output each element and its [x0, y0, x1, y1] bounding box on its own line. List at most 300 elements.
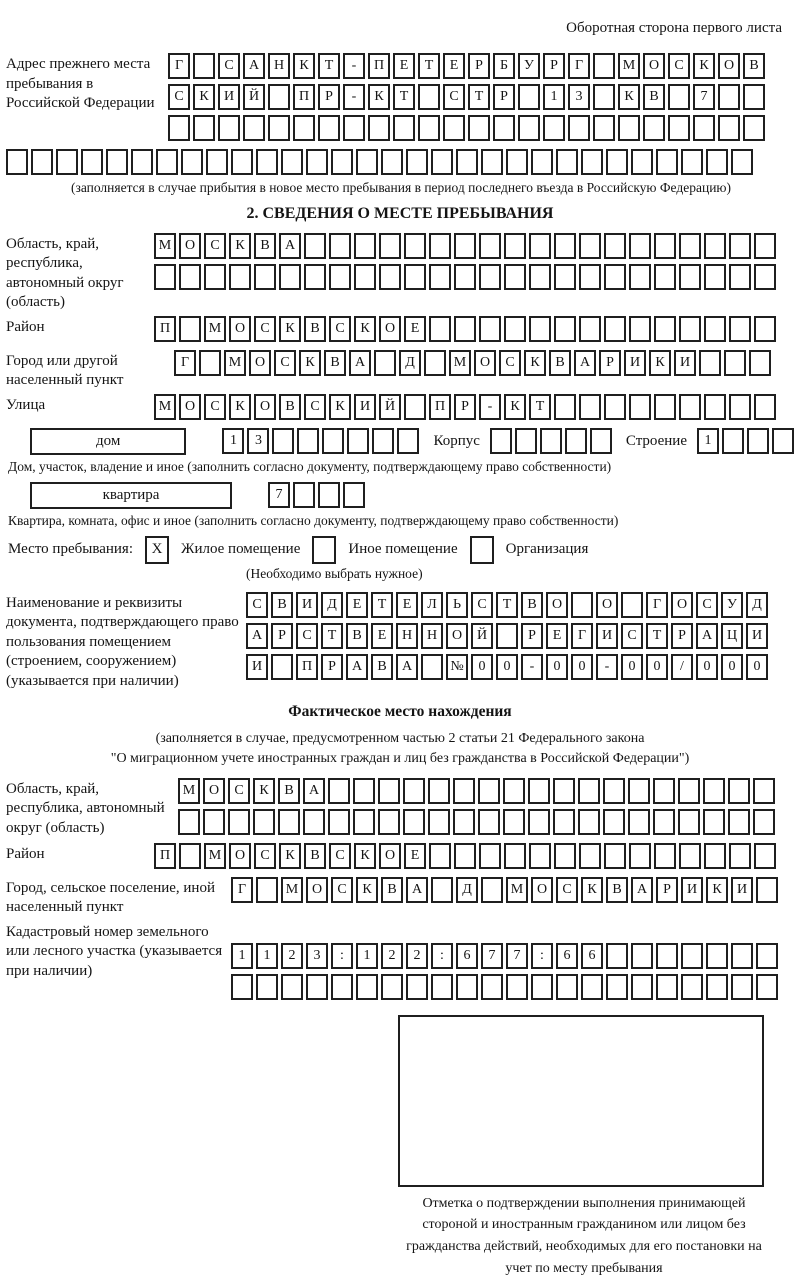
char-cell: [106, 149, 128, 175]
char-cell: О: [179, 233, 201, 259]
char-cell: [729, 843, 751, 869]
char-cell: [254, 264, 276, 290]
checkbox-zhiloe: X: [145, 536, 169, 564]
char-cell: [318, 115, 340, 141]
char-cell: А: [631, 877, 653, 903]
char-cell: [606, 974, 628, 1000]
fact-title: Фактическое место нахождения: [288, 703, 512, 721]
char-cell: [629, 316, 651, 342]
char-cell: К: [229, 233, 251, 259]
char-cell: [571, 592, 593, 618]
char-cell: [731, 149, 753, 175]
char-cell: [653, 809, 675, 835]
char-cell: [543, 115, 565, 141]
char-cell: К: [253, 778, 275, 804]
char-cell: [279, 264, 301, 290]
char-cell: [281, 974, 303, 1000]
char-row-s2-oblast-1: [154, 233, 776, 259]
char-cell: [729, 394, 751, 420]
char-cell: А: [396, 654, 418, 680]
char-cell: [593, 53, 615, 79]
char-cell: К: [354, 843, 376, 869]
char-cell: [331, 974, 353, 1000]
char-cell: Е: [371, 623, 393, 649]
char-cell: [424, 350, 446, 376]
char-cell: М: [224, 350, 246, 376]
char-cell: [568, 115, 590, 141]
char-cell: С: [168, 84, 190, 110]
char-cell: :: [531, 943, 553, 969]
char-cell: [506, 149, 528, 175]
char-cell: [743, 84, 765, 110]
char-cell: [306, 974, 328, 1000]
char-cell: [256, 877, 278, 903]
char-cell: [372, 428, 394, 454]
char-cell: [722, 428, 744, 454]
char-cell: [579, 233, 601, 259]
stamp-area: [398, 1015, 770, 1279]
char-cell: А: [246, 623, 268, 649]
char-cell: 0: [546, 654, 568, 680]
char-cell: [678, 809, 700, 835]
char-cell: Ц: [721, 623, 743, 649]
char-cell: П: [293, 84, 315, 110]
char-cell: [374, 350, 396, 376]
char-cell: 2: [406, 943, 428, 969]
char-cell: [656, 943, 678, 969]
char-cell: [706, 974, 728, 1000]
char-cell: [681, 149, 703, 175]
kvartira-caption: Квартира, комната, офис и иное (заполнить согласно документу, подтверждающему право собственности): [8, 512, 619, 528]
char-cell: [603, 778, 625, 804]
kvartira-row: [30, 482, 794, 509]
char-cell: [328, 778, 350, 804]
char-cell: О: [596, 592, 618, 618]
char-cell: [193, 53, 215, 79]
char-cell: [204, 264, 226, 290]
char-cell: [328, 809, 350, 835]
char-cell: [479, 233, 501, 259]
char-cell: [754, 233, 776, 259]
char-row-kadastr-2: [231, 974, 778, 1000]
fact-gorod-label: Город, сельское поселение, иной населенный пункт: [6, 879, 215, 916]
char-cell: [203, 809, 225, 835]
char-cell: [581, 974, 603, 1000]
fact-raion-block: [6, 843, 794, 874]
char-cell: [579, 264, 601, 290]
char-row-prev-3: [168, 115, 765, 141]
char-cell: 0: [721, 654, 743, 680]
char-cell: [606, 149, 628, 175]
char-cell: О: [474, 350, 496, 376]
document-block: [6, 592, 794, 692]
char-cell: 0: [571, 654, 593, 680]
char-cell: М: [506, 877, 528, 903]
char-cell: [528, 809, 550, 835]
char-cell: 7: [693, 84, 715, 110]
char-cell: [481, 149, 503, 175]
char-cell: [431, 149, 453, 175]
char-cell: Т: [371, 592, 393, 618]
char-cell: [554, 264, 576, 290]
char-cell: М: [204, 843, 226, 869]
option-inoe-label: Иное помещение: [348, 541, 458, 558]
char-cell: -: [479, 394, 501, 420]
char-row-prev-2: [168, 84, 765, 110]
char-cell: [531, 974, 553, 1000]
char-cell: [593, 115, 615, 141]
char-cell: К: [618, 84, 640, 110]
char-cell: [453, 809, 475, 835]
char-cell: В: [271, 592, 293, 618]
char-cell: [728, 809, 750, 835]
char-row-fact-oblast-1: [178, 778, 775, 804]
char-cell: [518, 115, 540, 141]
char-cell: [378, 809, 400, 835]
char-cell: [729, 233, 751, 259]
char-cell: [418, 84, 440, 110]
char-cell: [431, 877, 453, 903]
char-cell: [631, 974, 653, 1000]
char-row-fact-oblast-2: [178, 809, 775, 835]
char-cell: [381, 149, 403, 175]
char-cell: [304, 233, 326, 259]
char-cell: [656, 149, 678, 175]
char-cell: О: [379, 843, 401, 869]
char-cell: [329, 264, 351, 290]
char-cell: [379, 264, 401, 290]
char-cell: [243, 115, 265, 141]
char-cell: [504, 843, 526, 869]
char-cell: [456, 974, 478, 1000]
char-cell: [629, 843, 651, 869]
char-cell: [506, 974, 528, 1000]
char-cell: [318, 482, 340, 508]
char-cell: В: [346, 623, 368, 649]
char-cell: В: [254, 233, 276, 259]
char-cell: [81, 149, 103, 175]
char-cell: [631, 149, 653, 175]
char-cell: Н: [268, 53, 290, 79]
char-cell: [756, 974, 778, 1000]
char-row-dom: [222, 428, 419, 454]
char-cell: 6: [581, 943, 603, 969]
char-cell: [256, 149, 278, 175]
char-cell: Й: [379, 394, 401, 420]
char-cell: [628, 778, 650, 804]
char-cell: Е: [396, 592, 418, 618]
char-cell: [493, 115, 515, 141]
char-cell: С: [204, 394, 226, 420]
char-cell: Р: [454, 394, 476, 420]
char-cell: [643, 115, 665, 141]
char-cell: К: [329, 394, 351, 420]
char-cell: [679, 394, 701, 420]
char-cell: [503, 778, 525, 804]
stamp-box: [398, 1015, 764, 1187]
fact-kadastr-block: [6, 921, 794, 1005]
fact-raion-label: Район: [6, 845, 45, 862]
char-cell: Р: [321, 654, 343, 680]
korpus-label: Корпус: [433, 432, 480, 449]
char-cell: [743, 115, 765, 141]
char-cell: Л: [421, 592, 443, 618]
char-cell: Г: [568, 53, 590, 79]
char-cell: [579, 316, 601, 342]
char-cell: О: [531, 877, 553, 903]
s2-raion-label: Район: [6, 318, 45, 335]
char-cell: [603, 809, 625, 835]
char-cell: В: [371, 654, 393, 680]
char-cell: [578, 809, 600, 835]
char-cell: 3: [306, 943, 328, 969]
char-cell: [393, 115, 415, 141]
char-cell: [529, 843, 551, 869]
char-cell: [354, 233, 376, 259]
section2-title: 2. СВЕДЕНИЯ О МЕСТЕ ПРЕБЫВАНИЯ: [246, 204, 554, 222]
char-cell: В: [521, 592, 543, 618]
char-cell: В: [304, 316, 326, 342]
char-cell: А: [406, 877, 428, 903]
char-cell: [704, 843, 726, 869]
char-cell: [353, 778, 375, 804]
char-cell: -: [596, 654, 618, 680]
char-cell: И: [624, 350, 646, 376]
char-cell: Г: [231, 877, 253, 903]
char-row-prev-1: [168, 53, 765, 79]
char-cell: К: [368, 84, 390, 110]
char-cell: Е: [443, 53, 465, 79]
char-cell: [606, 943, 628, 969]
fact-subtitle-line2: "О миграционном учете иностранных граждан и лиц без гражданства в Российской Федерации"): [110, 751, 690, 767]
char-cell: В: [743, 53, 765, 79]
s2-raion-block: [6, 316, 794, 347]
char-cell: Е: [404, 316, 426, 342]
char-cell: [531, 149, 553, 175]
char-cell: [699, 350, 721, 376]
char-cell: Р: [521, 623, 543, 649]
char-cell: И: [674, 350, 696, 376]
checkbox-inoe: [312, 536, 336, 564]
char-cell: [429, 264, 451, 290]
char-cell: [228, 809, 250, 835]
char-cell: 1: [222, 428, 244, 454]
char-cell: С: [329, 843, 351, 869]
char-cell: [528, 778, 550, 804]
char-cell: О: [546, 592, 568, 618]
char-cell: О: [203, 778, 225, 804]
char-cell: [428, 809, 450, 835]
char-cell: Р: [599, 350, 621, 376]
char-cell: [356, 149, 378, 175]
char-cell: :: [431, 943, 453, 969]
char-cell: К: [279, 316, 301, 342]
char-cell: В: [643, 84, 665, 110]
char-cell: Т: [318, 53, 340, 79]
char-cell: [668, 84, 690, 110]
char-cell: [504, 233, 526, 259]
char-row-s2-oblast-2: [154, 264, 776, 290]
char-cell: [304, 264, 326, 290]
char-cell: [293, 482, 315, 508]
option-organizatsiya-label: Организация: [505, 541, 589, 558]
char-cell: К: [649, 350, 671, 376]
char-cell: [347, 428, 369, 454]
prev-address-block: [6, 53, 794, 146]
header-note: Оборотная сторона первого листа: [566, 20, 782, 36]
char-cell: [297, 428, 319, 454]
char-cell: [731, 974, 753, 1000]
char-cell: [453, 778, 475, 804]
char-cell: С: [254, 843, 276, 869]
char-cell: В: [278, 778, 300, 804]
char-cell: П: [154, 316, 176, 342]
mesto-note: (Необходимо выбрать нужное): [246, 565, 423, 581]
char-cell: [703, 778, 725, 804]
char-cell: [268, 115, 290, 141]
char-cell: О: [718, 53, 740, 79]
char-cell: [503, 809, 525, 835]
char-cell: [681, 943, 703, 969]
option-zhiloe-label: Жилое помещение: [181, 541, 301, 558]
char-cell: М: [618, 53, 640, 79]
char-cell: [604, 843, 626, 869]
char-cell: [306, 149, 328, 175]
char-cell: И: [681, 877, 703, 903]
char-cell: 0: [696, 654, 718, 680]
char-cell: [629, 394, 651, 420]
char-cell: [468, 115, 490, 141]
char-cell: 0: [496, 654, 518, 680]
s2-oblast-block: [6, 233, 794, 313]
char-cell: С: [329, 316, 351, 342]
char-cell: 7: [481, 943, 503, 969]
char-cell: К: [229, 394, 251, 420]
char-cell: [181, 149, 203, 175]
char-cell: [681, 974, 703, 1000]
char-cell: М: [178, 778, 200, 804]
char-cell: С: [668, 53, 690, 79]
char-row-doc-3: [246, 654, 768, 680]
char-cell: [703, 809, 725, 835]
char-cell: [353, 809, 375, 835]
char-cell: А: [279, 233, 301, 259]
char-row-kvartira: [268, 482, 365, 508]
char-cell: [579, 394, 601, 420]
char-cell: Р: [493, 84, 515, 110]
char-cell: [554, 843, 576, 869]
char-cell: [772, 428, 794, 454]
char-cell: [553, 778, 575, 804]
char-cell: [199, 350, 221, 376]
char-cell: [31, 149, 53, 175]
char-cell: П: [368, 53, 390, 79]
char-cell: [193, 115, 215, 141]
char-cell: [168, 115, 190, 141]
char-cell: А: [243, 53, 265, 79]
char-cell: [718, 84, 740, 110]
char-cell: С: [304, 394, 326, 420]
char-row-s2-gorod: [174, 350, 771, 376]
char-cell: О: [643, 53, 665, 79]
char-cell: [553, 809, 575, 835]
char-cell: Р: [318, 84, 340, 110]
char-cell: А: [574, 350, 596, 376]
char-cell: [753, 809, 775, 835]
char-cell: [404, 233, 426, 259]
char-cell: [331, 149, 353, 175]
char-cell: [478, 778, 500, 804]
char-cell: О: [446, 623, 468, 649]
char-cell: К: [693, 53, 715, 79]
char-cell: Т: [496, 592, 518, 618]
char-cell: [629, 233, 651, 259]
fact-oblast-block: [6, 778, 794, 840]
char-cell: [218, 115, 240, 141]
char-cell: М: [449, 350, 471, 376]
char-cell: [231, 149, 253, 175]
char-cell: П: [154, 843, 176, 869]
char-cell: [654, 233, 676, 259]
char-cell: Д: [746, 592, 768, 618]
char-cell: Д: [321, 592, 343, 618]
char-cell: 6: [556, 943, 578, 969]
char-cell: М: [281, 877, 303, 903]
char-cell: [718, 115, 740, 141]
char-cell: [554, 233, 576, 259]
char-cell: [724, 350, 746, 376]
char-cell: [704, 316, 726, 342]
char-cell: К: [524, 350, 546, 376]
char-cell: [479, 316, 501, 342]
prev-address-label: Адрес прежнего места пребывания в Российской Федерации: [6, 56, 155, 111]
char-cell: [6, 149, 28, 175]
char-cell: М: [204, 316, 226, 342]
char-cell: М: [154, 394, 176, 420]
char-cell: [590, 428, 612, 454]
char-cell: [668, 115, 690, 141]
char-cell: [578, 778, 600, 804]
char-cell: О: [379, 316, 401, 342]
char-cell: Й: [471, 623, 493, 649]
char-cell: [704, 233, 726, 259]
char-cell: Т: [529, 394, 551, 420]
char-cell: Г: [168, 53, 190, 79]
char-cell: Д: [456, 877, 478, 903]
char-cell: [403, 778, 425, 804]
char-cell: -: [343, 84, 365, 110]
fact-subtitle: [6, 729, 794, 770]
char-cell: В: [381, 877, 403, 903]
char-cell: С: [228, 778, 250, 804]
char-cell: [604, 233, 626, 259]
char-cell: С: [274, 350, 296, 376]
char-cell: [431, 974, 453, 1000]
char-cell: О: [229, 843, 251, 869]
s2-gorod-block: [6, 350, 794, 391]
char-cell: 1: [697, 428, 719, 454]
char-cell: [293, 115, 315, 141]
char-cell: [756, 877, 778, 903]
char-cell: Р: [271, 623, 293, 649]
char-cell: [679, 233, 701, 259]
char-cell: [253, 809, 275, 835]
char-cell: [329, 233, 351, 259]
char-cell: О: [306, 877, 328, 903]
char-cell: [654, 316, 676, 342]
char-cell: [604, 394, 626, 420]
char-cell: П: [296, 654, 318, 680]
